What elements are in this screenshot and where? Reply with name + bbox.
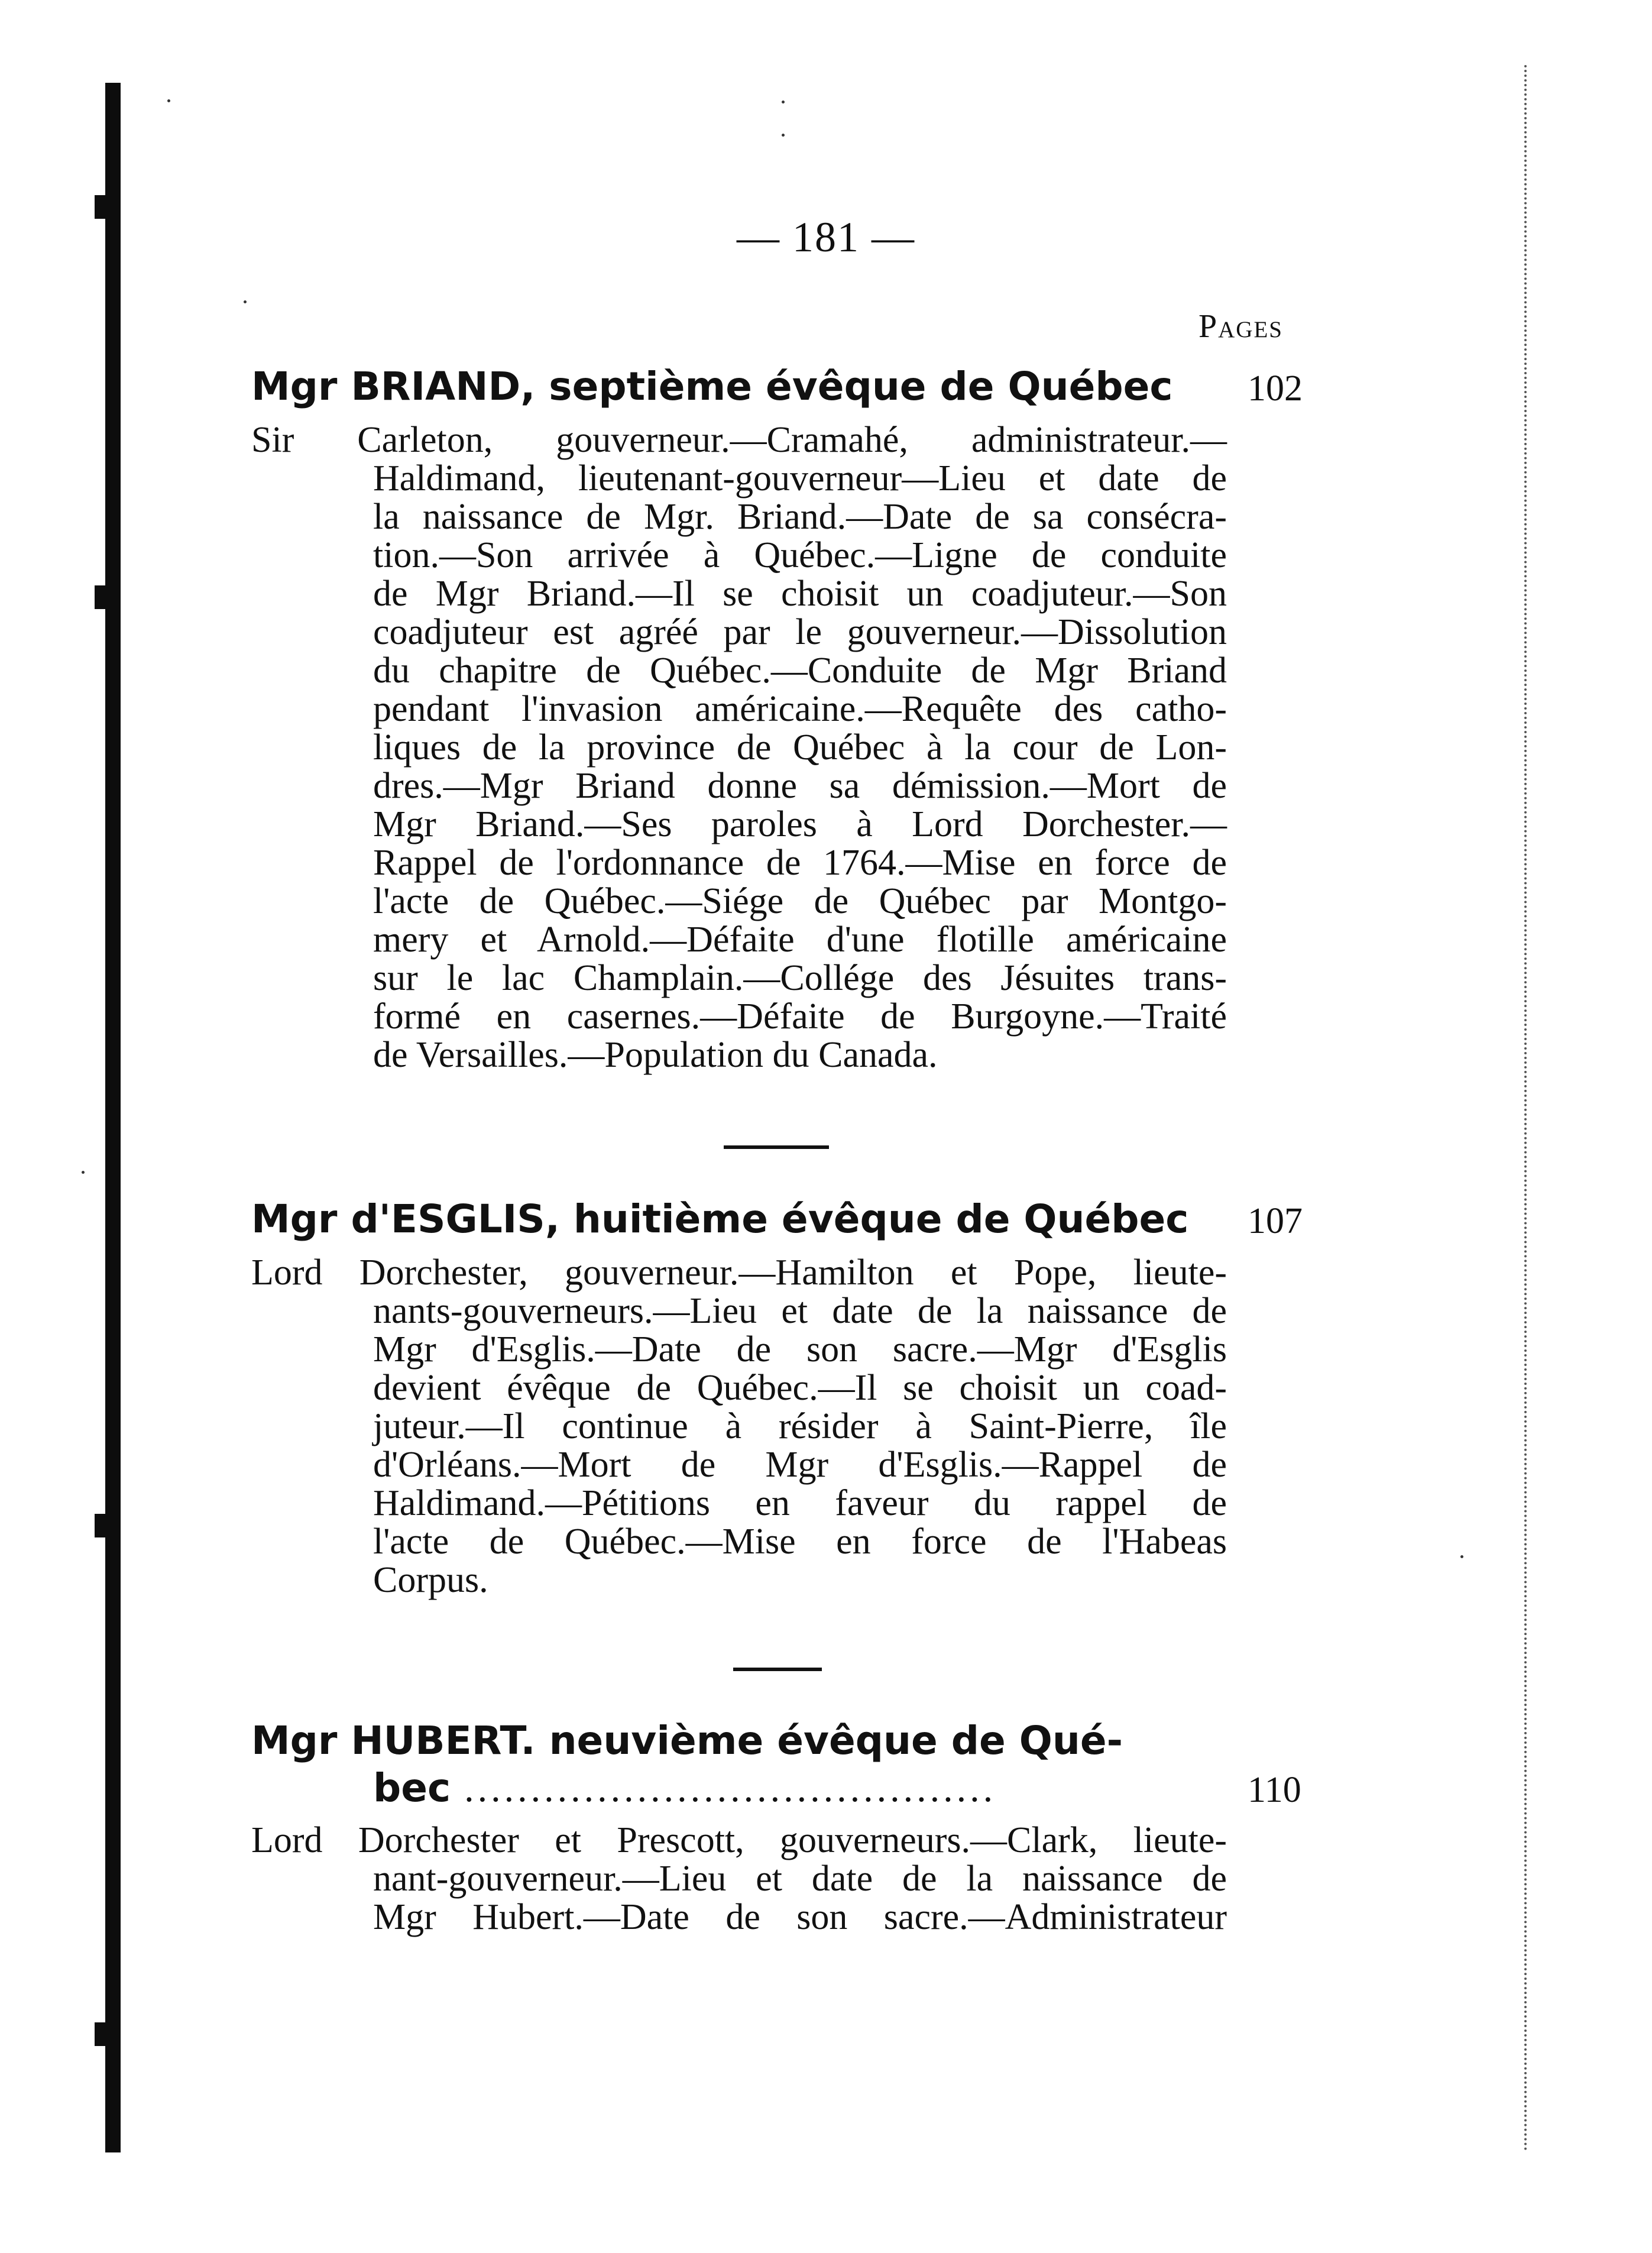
summary-line: nant-gouverneur.—Lieu et date de la naissance de xyxy=(373,1859,1227,1899)
summary-line: coadjuteur est agréé par le gouverneur.—Dissolution xyxy=(373,612,1227,652)
summary-line: juteur.—Il continue à résider à Saint-Pierre, île xyxy=(373,1406,1227,1446)
entry-summary xyxy=(251,421,1227,1074)
entry-summary xyxy=(251,1254,1227,1600)
entry-heading: Mgr HUBERT. neuvième évêque de Qué- xyxy=(251,1718,1123,1763)
summary-line: Haldimand.—Pétitions en faveur du rappel de xyxy=(373,1483,1227,1523)
summary-line: Haldimand, lieutenant-gouverneur—Lieu et date de xyxy=(373,458,1227,498)
summary-line: devient évêque de Québec.—Il se choisit un coad- xyxy=(373,1368,1227,1408)
entry-page-number: 110 xyxy=(1248,1770,1301,1810)
summary-line: de Mgr Briand.—Il se choisit un coadjuteur.—Son xyxy=(373,574,1227,614)
entry-summary xyxy=(251,1821,1227,1937)
summary-line: l'acte de Québec.—Mise en force de l'Habeas xyxy=(373,1522,1227,1562)
summary-line: la naissance de Mgr. Briand.—Date de sa consécra- xyxy=(373,497,1227,537)
summary-line: Mgr d'Esglis.—Date de son sacre.—Mgr d'Esglis xyxy=(373,1329,1227,1370)
summary-line: formé en casernes.—Défaite de Burgoyne.—Traité xyxy=(373,996,1227,1037)
summary-line: sur le lac Champlain.—Collége des Jésuites trans- xyxy=(373,958,1227,998)
scan-speck xyxy=(167,99,170,102)
summary-line: Sir Carleton, gouverneur.—Cramahé, administrateur.— xyxy=(251,420,1227,460)
summary-line: nants-gouverneurs.—Lieu et date de la naissance de xyxy=(373,1291,1227,1331)
summary-line: Rappel de l'ordonnance de 1764.—Mise en force de xyxy=(373,843,1227,883)
summary-line: de Versailles.—Population du Canada. xyxy=(373,1035,938,1075)
summary-line: tion.—Son arrivée à Québec.—Ligne de conduite xyxy=(373,535,1227,575)
entry-heading: Mgr d'ESGLIS, huitième évêque de Québec xyxy=(251,1196,1189,1242)
binding-edge xyxy=(105,83,121,2152)
summary-line: d'Orléans.—Mort de Mgr d'Esglis.—Rappel de xyxy=(373,1445,1227,1485)
section-separator xyxy=(733,1668,822,1671)
entry-heading: Mgr BRIAND, septième évêque de Québec xyxy=(251,364,1173,409)
right-margin-rule xyxy=(1524,65,1529,2152)
heading-continuation: bec xyxy=(373,1765,451,1811)
summary-line: dres.—Mgr Briand donne sa démission.—Mort de xyxy=(373,766,1227,806)
summary-line: mery et Arnold.—Défaite d'une flotille américaine xyxy=(373,920,1227,960)
summary-line: Corpus. xyxy=(373,1560,488,1600)
entry-page-number: 107 xyxy=(1248,1201,1303,1241)
section-separator xyxy=(724,1145,829,1149)
entry-page-number: 102 xyxy=(1248,368,1303,409)
scan-speck xyxy=(782,134,785,137)
summary-line: l'acte de Québec.—Siége de Québec par Montgo- xyxy=(373,881,1227,921)
binding-notch xyxy=(95,2022,108,2046)
summary-line: du chapitre de Québec.—Conduite de Mgr Briand xyxy=(373,650,1227,691)
summary-line: Lord Dorchester et Prescott, gouverneurs.—Clark, lieute- xyxy=(251,1820,1227,1860)
dot-leader: ........................................ xyxy=(464,1767,997,1810)
scan-speck xyxy=(1460,1555,1463,1558)
page-number: — 181 — xyxy=(737,213,915,261)
summary-line: pendant l'invasion américaine.—Requête des catho- xyxy=(373,689,1227,729)
summary-line: Lord Dorchester, gouverneur.—Hamilton et Pope, lieute- xyxy=(251,1252,1227,1293)
scan-speck xyxy=(244,300,247,303)
entry-heading-continued xyxy=(373,1763,1227,1814)
pages-column-label: Pages xyxy=(1198,308,1283,345)
binding-notch xyxy=(95,1514,108,1537)
summary-line: Mgr Briand.—Ses paroles à Lord Dorchester.— xyxy=(373,804,1227,844)
binding-notch xyxy=(95,585,108,609)
scan-speck xyxy=(82,1171,85,1174)
summary-line: liques de la province de Québec à la cour de Lon- xyxy=(373,727,1227,768)
summary-line: Mgr Hubert.—Date de son sacre.—Administrateur xyxy=(373,1897,1227,1937)
scan-speck xyxy=(782,101,785,103)
